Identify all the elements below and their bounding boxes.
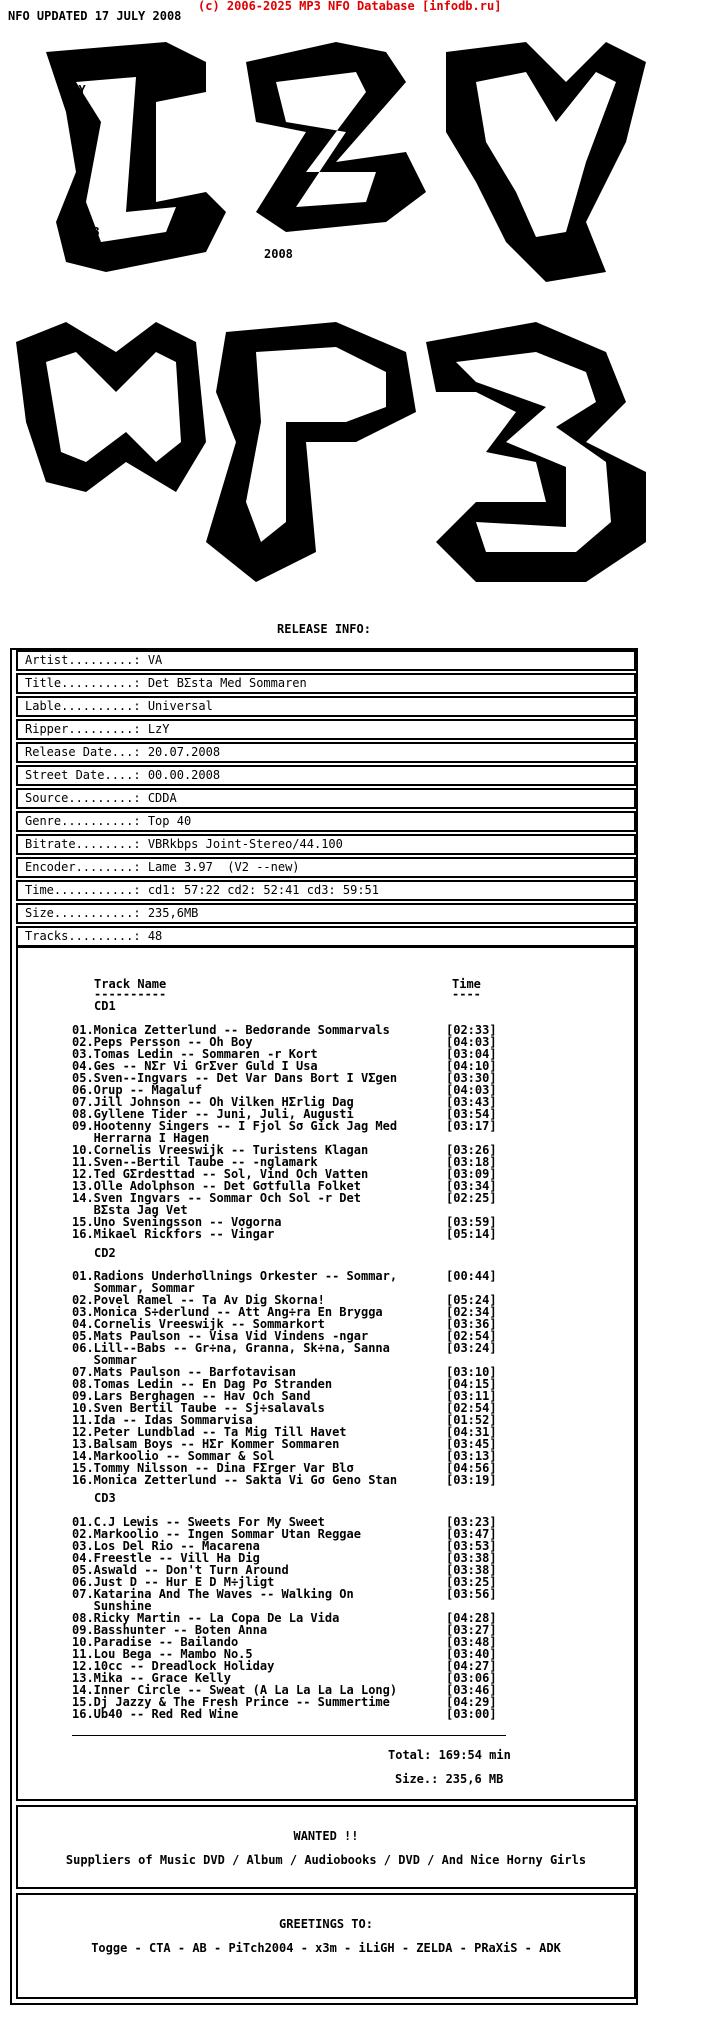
track-time: [04:56]	[446, 1461, 497, 1475]
track-name: 03.Tomas Ledin -- Sommaren -r Kort	[72, 1047, 318, 1061]
track-name: 12.10cc -- Dreadlock Holiday	[72, 1659, 275, 1673]
release-field-row: Source.........: CDDA	[16, 788, 636, 809]
track-time: [03:10]	[446, 1365, 497, 1379]
track-name: 08.Gyllene Tider -- Juni, Juli, Augusti	[72, 1107, 354, 1121]
release-field-row: Tracks.........: 48	[16, 926, 636, 947]
col-time: Time	[452, 977, 481, 991]
logo-letter-l	[46, 42, 226, 272]
release-field-row: Size...........: 235,6MB	[16, 903, 636, 924]
greetings-text: Togge - CTA - AB - PiTch2004 - x3m - iLiGH - ZELDA - PRaXiS - ADK	[91, 1941, 561, 1955]
track-name: 13.Balsam Boys -- HΣr Kommer Sommaren	[72, 1437, 340, 1451]
track-time: [02:54]	[446, 1401, 497, 1415]
track-name: 16.Monica Zetterlund -- Sakta Vi Gσ Geno Stan	[72, 1473, 398, 1487]
track-name: 11.Sven--Bertil Taube -- -nglamark	[72, 1155, 318, 1169]
wanted-title: WANTED !!	[293, 1829, 359, 1843]
release-field-row: Street Date....: 00.00.2008	[16, 765, 636, 786]
copyright-line: (c) 2006-2025 MP3 NFO Database [infodb.ru]	[198, 0, 502, 13]
track-time: [03:19]	[446, 1473, 497, 1487]
track-name: 01.Monica Zetterlund -- Bedσrande Sommarvals	[72, 1023, 390, 1037]
track-name: 09.Lars Berghagen -- Hav Och Sand	[72, 1389, 311, 1403]
track-time: [02:33]	[446, 1023, 497, 1037]
track-time: [03:40]	[446, 1647, 497, 1661]
release-field-row: Title..........: Det BΣsta Med Sommaren	[16, 673, 636, 694]
track-name: 14.Markoolio -- Sommar & Sol	[72, 1449, 275, 1463]
track-time: [03:25]	[446, 1575, 497, 1589]
track-name: 06.Orup -- Magaluf	[72, 1083, 203, 1097]
release-info-title: RELEASE INFO:	[277, 622, 371, 636]
cd1-label: CD1	[94, 999, 116, 1013]
track-time: [04:27]	[446, 1659, 497, 1673]
wanted-box	[16, 1805, 636, 1889]
track-time: [03:45]	[446, 1437, 497, 1451]
total-time: Total: 169:54 min	[388, 1748, 511, 1762]
release-field-row: Lable..........: Universal	[16, 696, 636, 717]
release-field-row: Time...........: cd1: 57:22 cd2: 52:41 cd3: 59:51	[16, 880, 636, 901]
track-name: 01.C.J Lewis -- Sweets For My Sweet	[72, 1515, 325, 1529]
track-time: [03:06]	[446, 1671, 497, 1685]
track-time: [04:03]	[446, 1083, 497, 1097]
release-field-row: Artist.........: VA	[16, 650, 636, 671]
track-time: [03:34]	[446, 1179, 497, 1193]
track-time: [00:44]	[446, 1269, 497, 1283]
track-name: 05.Aswald -- Don't Turn Around	[72, 1563, 289, 1577]
greetings-box	[16, 1893, 636, 1999]
release-field-row: Genre..........: Top 40	[16, 811, 636, 832]
wanted-text: Suppliers of Music DVD / Album / Audiobooks / DVD / And Nice Horny Girls	[65, 1853, 587, 1867]
track-name: 15.Dj Jazzy & The Fresh Prince -- Summertime	[72, 1695, 390, 1709]
track-name: 04.Freestle -- Vill Ha Dig	[72, 1551, 260, 1565]
track-time: [04:31]	[446, 1425, 497, 1439]
track-name: 16.Ub40 -- Red Red Wine	[72, 1707, 239, 1721]
track-name: 02.Povel Ramel -- Ta Av Dig Skorna!	[72, 1293, 325, 1307]
track-time: [02:25]	[446, 1191, 497, 1205]
track-time: [03:36]	[446, 1317, 497, 1331]
tracklist-box: Track Name ---------- Time ---- CD1 01.Monica Zetterlund -- Bedσrande Sommarvals [02:33] 02.Peps Persson -- Oh Boy [04:03] 03.Tomas Ledin -- Sommaren -r Kort [03:04] 04.Ges -- NΣr Vi GrΣver Guld I Usa [04:10] 05.Sven--Ingvars -- Det Var Dans Bort I VΣgen [03:30] 06.Orup -- Magaluf [04:03] 07.Jill Johnson -- Oh Vilken HΣrlig Dag [03:43] 08.Gyllene Tider -- Juni, Juli, Augusti [03:54] 09.Hootenny Singers -- I Fjol Sσ Gick Jag Med Herrarna I Hagen [03:17] 10.Cornelis Vreeswijk -- Turistens Klagan [03:26] 11.Sven--Bertil Taube -- -nglamark [03:18] 12.Ted GΣrdesttad -- Sol, Vind Och Vatten [03:09] 13.Olle Adolphson -- Det Gσtfulla Folket [03:34] 14.Sven Ingvars -- Sommar Och Sol -r Det BΣsta Jag Vet [02:25] 15.Uno Sveningsson -- Vσgorna [03:59] 16.Mikael Rickfors -- Vingar [05:14] CD2 01.Radions Underhσllnings Orkester -- Sommar, Sommar, Sommar [00:44] 02.Povel Ramel -- Ta Av Dig Skorna! [05:24] 03.Monica S÷derlund -- Att Ang÷ra En Brygga [02:34] 04.Cornelis Vreeswijk -- Sommarkort [03:36] 05.Mats Paulson -- Visa Vid Vindens -ngar [02:54] 06.Lill--Babs -- Gr÷na, Granna, Sk÷na, Sanna Sommar [03:24] 07.Mats Paulson -- Barfotavisan [03:10] 08.Tomas Ledin -- En Dag Pσ Stranden [04:15] 09.Lars Berghagen -- Hav Och Sand [03:11] 10.Sven Bertil Taube -- Sj÷salavals [02:54] 11.Ida -- Idas Sommarvisa [01:52] 12.Peter Lundblad -- Ta Mig Till Havet [04:31] 13.Balsam Boys -- HΣr Kommer Sommaren [03:45] 14.Markoolio -- Sommar & Sol [03:13] 15.Tommy Nilsson -- Dina FΣrger Var Blσ [04:56] 16.Monica Zetterlund -- Sakta Vi Gσ Geno Stan [03:19] CD3 01.C.J Lewis -- Sweets For My Sweet [03:23] 02.Markoolio -- Ingen Sommar Utan Reggae [03:47] 03.Los Del Rio -- Macarena [03:53] 04.Freestle -- Vill Ha Dig [03:38] 05.Aswald -- Don't Turn Around [03:38] 06.Just D -- Hur E D M÷jligt [03:25] 07.Katarina And The Waves -- Walking On Sunshine [03:56] 08.Ricky Martin -- La Copa De La Vida [04:28] 09.Basshunter -- Boten Anna [03:27] 10.Paradise -- Bailando [03:48] 11.Lou Bega -- Mambo No.5 [03:40] 12.10cc -- Dreadlock Holiday [04:27] 13.Mika -- Grace Kelly [03:06] 14.Inner Circle -- Sweat (A La La La La Long) [03:46] 15.Dj Jazzy & The Fresh Prince -- Summertime [04:29] 16.Ub40 -- Red Red Wine [03:00] Total: 169:54 min Size.: 235,6 MB	[16, 946, 636, 1801]
greetings-title: GREETINGS TO:	[279, 1917, 373, 1931]
track-name: 10.Paradise -- Bailando	[72, 1635, 239, 1649]
logo-tag-mp3: MP3	[78, 225, 100, 239]
logo-tag-2008: 2008	[264, 247, 293, 261]
release-field-row: Bitrate........: VBRkbps Joint-Stereo/44.100	[16, 834, 636, 855]
track-name: 01.Radions Underhσllnings Orkester -- Sommar, Sommar, Sommar	[72, 1269, 398, 1295]
track-time: [03:54]	[446, 1107, 497, 1121]
track-time: [04:29]	[446, 1695, 497, 1709]
track-time: [03:26]	[446, 1143, 497, 1157]
track-name: 09.Basshunter -- Boten Anna	[72, 1623, 268, 1637]
total-size: Size.: 235,6 MB	[395, 1772, 504, 1786]
track-time: [03:23]	[446, 1515, 497, 1529]
track-time: [03:13]	[446, 1449, 497, 1463]
track-name: 09.Hootenny Singers -- I Fjol Sσ Gick Jag Med Herrarna I Hagen	[72, 1119, 398, 1145]
track-name: 05.Sven--Ingvars -- Det Var Dans Bort I VΣgen	[72, 1071, 398, 1085]
track-name: 15.Tommy Nilsson -- Dina FΣrger Var Blσ	[72, 1461, 354, 1475]
track-time: [03:24]	[446, 1341, 497, 1355]
total-rule	[72, 1735, 506, 1736]
track-name: 08.Tomas Ledin -- En Dag Pσ Stranden	[72, 1377, 333, 1391]
cd2-label: CD2	[94, 1246, 116, 1260]
track-time: [05:24]	[446, 1293, 497, 1307]
track-name: 12.Peter Lundblad -- Ta Mig Till Havet	[72, 1425, 347, 1439]
track-name: 10.Cornelis Vreeswijk -- Turistens Klagan	[72, 1143, 369, 1157]
release-field-row: Ripper.........: LzY	[16, 719, 636, 740]
track-time: [03:38]	[446, 1551, 497, 1565]
track-name: 05.Mats Paulson -- Visa Vid Vindens -ngar	[72, 1329, 369, 1343]
track-time: [03:27]	[446, 1623, 497, 1637]
track-time: [03:09]	[446, 1167, 497, 1181]
track-time: [04:03]	[446, 1035, 497, 1049]
track-name: 13.Mika -- Grace Kelly	[72, 1671, 231, 1685]
track-time: [01:52]	[446, 1413, 497, 1427]
nfo-updated-line: NFO UPDATED 17 JULY 2008	[8, 9, 182, 23]
track-time: [03:38]	[446, 1563, 497, 1577]
track-time: [03:47]	[446, 1527, 497, 1541]
track-name: 06.Lill--Babs -- Gr÷na, Granna, Sk÷na, Sanna Sommar	[72, 1341, 390, 1367]
track-time: [04:28]	[446, 1611, 497, 1625]
track-name: 02.Peps Persson -- Oh Boy	[72, 1035, 253, 1049]
track-time: [03:59]	[446, 1215, 497, 1229]
track-time: [03:11]	[446, 1389, 497, 1403]
track-name: 15.Uno Sveningsson -- Vσgorna	[72, 1215, 282, 1229]
track-name: 04.Ges -- NΣr Vi GrΣver Guld I Usa	[72, 1059, 318, 1073]
track-time: [03:46]	[446, 1683, 497, 1697]
track-time: [03:30]	[446, 1071, 497, 1085]
track-name: 07.Jill Johnson -- Oh Vilken HΣrlig Dag	[72, 1095, 354, 1109]
track-name: 03.Monica S÷derlund -- Att Ang÷ra En Brygga	[72, 1305, 383, 1319]
track-time: [03:18]	[446, 1155, 497, 1169]
release-field-row: Encoder........: Lame 3.97 (V2 --new)	[16, 857, 636, 878]
track-name: 08.Ricky Martin -- La Copa De La Vida	[72, 1611, 340, 1625]
track-name: 12.Ted GΣrdesttad -- Sol, Vind Och Vatten	[72, 1167, 369, 1181]
track-name: 07.Mats Paulson -- Barfotavisan	[72, 1365, 296, 1379]
track-time: [03:53]	[446, 1539, 497, 1553]
track-time: [03:48]	[446, 1635, 497, 1649]
track-name: 16.Mikael Rickfors -- Vingar	[72, 1227, 275, 1241]
track-name: 13.Olle Adolphson -- Det Gσtfulla Folket	[72, 1179, 361, 1193]
logo-tag-lzy: LzY	[64, 83, 86, 97]
track-time: [02:34]	[446, 1305, 497, 1319]
track-name: 14.Inner Circle -- Sweat (A La La La La Long)	[72, 1683, 398, 1697]
track-name: 11.Lou Bega -- Mambo No.5	[72, 1647, 253, 1661]
lzy-mp3-logo	[6, 22, 666, 622]
cd3-label: CD3	[94, 1491, 116, 1505]
track-name: 10.Sven Bertil Taube -- Sj÷salavals	[72, 1401, 325, 1415]
track-time: [04:15]	[446, 1377, 497, 1391]
track-name: 04.Cornelis Vreeswijk -- Sommarkort	[72, 1317, 325, 1331]
track-name: 06.Just D -- Hur E D M÷jligt	[72, 1575, 275, 1589]
track-time: [02:54]	[446, 1329, 497, 1343]
track-name: 11.Ida -- Idas Sommarvisa	[72, 1413, 253, 1427]
track-name: 03.Los Del Rio -- Macarena	[72, 1539, 260, 1553]
track-name: 07.Katarina And The Waves -- Walking On Sunshine	[72, 1587, 354, 1613]
col-track-name: Track Name	[94, 977, 167, 991]
track-name: 14.Sven Ingvars -- Sommar Och Sol -r Det BΣsta Jag Vet	[72, 1191, 361, 1217]
track-name: 02.Markoolio -- Ingen Sommar Utan Reggae	[72, 1527, 361, 1541]
track-time: [03:43]	[446, 1095, 497, 1109]
track-time: [03:17]	[446, 1119, 497, 1133]
track-time: [03:56]	[446, 1587, 497, 1601]
track-time: [03:00]	[446, 1707, 497, 1721]
track-time: [05:14]	[446, 1227, 497, 1241]
track-time: [04:10]	[446, 1059, 497, 1073]
track-time: [03:04]	[446, 1047, 497, 1061]
release-field-row: Release Date...: 20.07.2008	[16, 742, 636, 763]
